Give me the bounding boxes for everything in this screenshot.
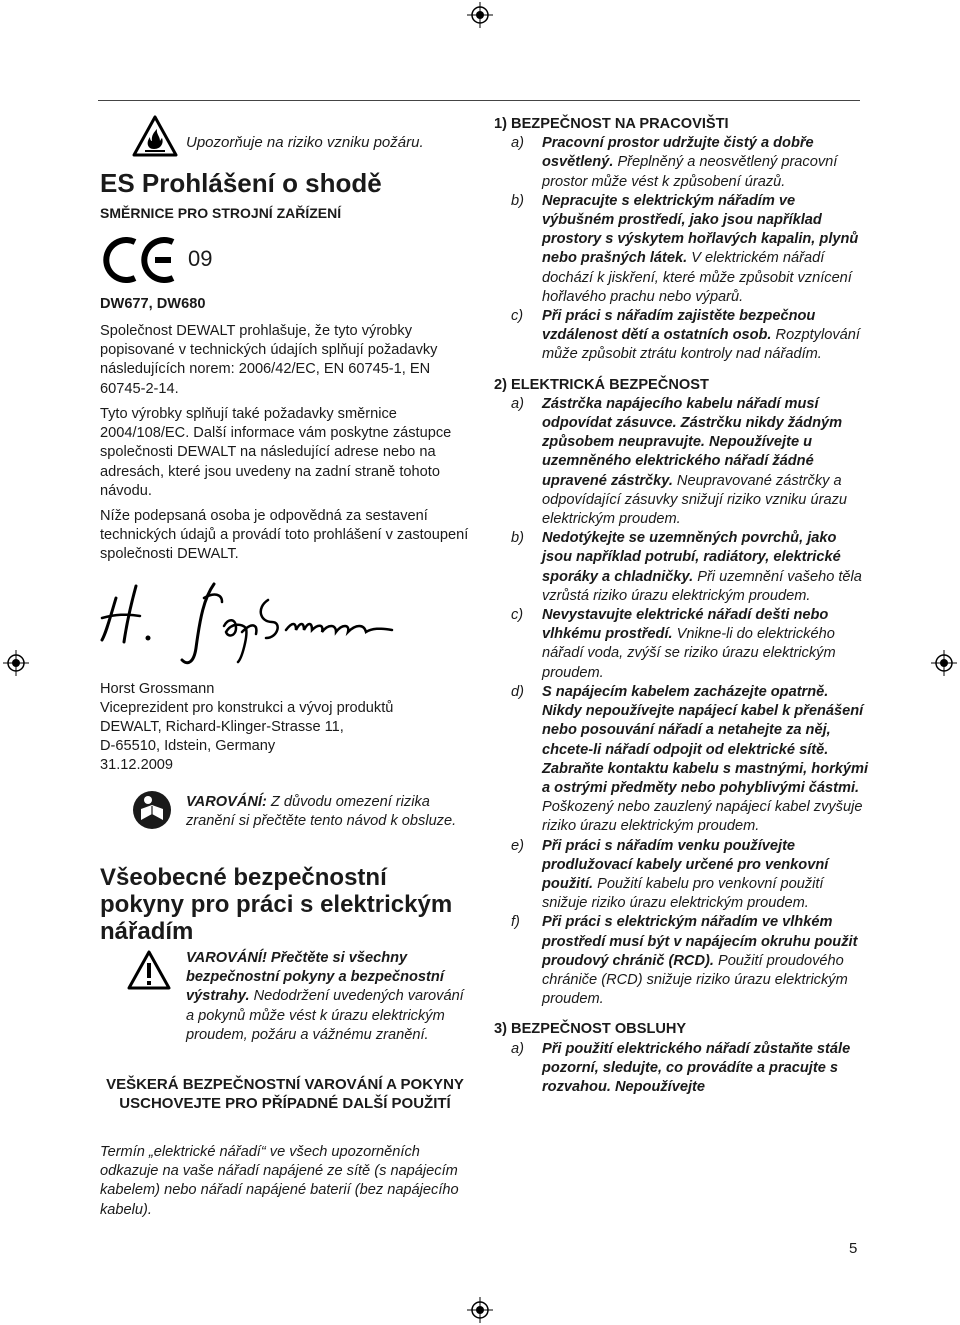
general-warning-text: Nedodržení uvedených varování a pokynů může vést k úrazu elektrickým proudem, požáru a vážnému zranění. (186, 988, 464, 1043)
declaration-paragraph: Společnost DEWALT prohlašuje, že tyto výrobky popisované v technických údajích splňují požadavky následujících norem: 2006/42/EC, EN 60745-1, EN 60745-2-14. (100, 323, 438, 397)
safety-item (494, 529, 869, 606)
ce-mark-icon (103, 236, 179, 284)
page-title: ES Prohlášení o shodě (100, 168, 382, 198)
item-instruction: Při práci s elektrickým nářadím ve vlhkém prostředí musí být v napájecím okruhu použit proudový chránič (RCD). (542, 914, 858, 969)
emc-paragraph: Tyto výrobky splňují také požadavky směrnice 2004/108/EC. Další informace vám poskytne zástupce společnosti DEWALT na následující adrese nebo na adresách, které jsou uvedeny na zadní straně tohoto návodu. (100, 406, 452, 499)
item-label: e) (511, 837, 524, 854)
signer-address-1: DEWALT, Richard-Klinger-Strasse 11, (100, 719, 344, 735)
fire-warning-icon (132, 115, 178, 157)
registration-mark-icon (3, 650, 29, 676)
item-instruction: Při práci s nářadím venku používejte prodlužovací kabely určené pro venkovní použití. (542, 837, 829, 892)
item-instruction: Pracovní prostor udržujte čistý a dobře osvětlený. (542, 135, 814, 171)
safety-item (494, 837, 869, 914)
item-instruction: Nedotýkejte se uzemněných povrchů, jako jsou například potrubí, radiátory, elektrické sporáky a chladničky. (542, 530, 841, 585)
item-label: b) (511, 530, 524, 547)
item-explanation: Poškozený nebo zauzlený napájecí kabel zvyšuje riziko úrazu elektrickým proudem. (542, 799, 863, 835)
models: DW677, DW680 (100, 296, 206, 312)
safety-item (494, 913, 869, 1009)
safety-heading: Všeobecné bezpečnostní pokyny pro práci s elektrickým nářadím (100, 864, 453, 945)
item-explanation: V elektrickém nářadí dochází k jiskření, které může způsobit vznícení hořlavého prachu nebo výparů. (542, 250, 852, 305)
safety-item (494, 1040, 869, 1098)
item-instruction: S napájecím kabelem zacházejte opatrně. Nikdy nepoužívejte napájecí kabel k přenášení nebo posouvání nářadí a netahejte za něj, chcete-li nářadí odpojit od elektrické sítě. Zabraňte kontaktu kabelu s mastnými, horkými a ostrými předměty nebo pohyblivými částmi. (542, 683, 869, 796)
item-explanation: Při uzemnění vašeho těla vzrůstá riziko úrazu elektrickým proudem. (542, 568, 862, 604)
section-personal-title: 3) BEZPEČNOST OBSLUHY (494, 1021, 687, 1038)
item-explanation: Použití kabelu pro venkovní použití snižuje riziko úrazu elektrickým proudem. (542, 875, 824, 912)
item-instruction: Nevystavujte elektrické nářadí dešti nebo vlhkému prostředí. (542, 607, 829, 643)
registration-mark-icon (467, 2, 493, 28)
safety-item (494, 395, 869, 529)
item-label: b) (511, 192, 524, 209)
section-work-area-list (494, 134, 869, 364)
item-explanation: Vnikne-li do elektrického nářadí voda, zvýší se riziko úrazu elektrickým proudem. (542, 626, 836, 681)
general-warning (186, 949, 471, 1045)
keep-instructions-heading: VEŠKERÁ BEZPEČNOSTNÍ VAROVÁNÍ A POKYNY USCHOVEJTE PRO PŘÍPADNÉ DALŠÍ POUŽITÍ (106, 1076, 464, 1113)
section-personal-list (494, 1040, 869, 1098)
header-rule (98, 100, 860, 101)
item-explanation: Neupravované zástrčky a odpovídající zásuvky snižují riziko vzniku úrazu elektrickým proudem. (542, 472, 847, 528)
item-instruction: Nepracujte s elektrickým nářadím ve výbušném prostředí, jako jsou například prostory s výskytem hořlavých kapalin, plynů nebo prašných látek. (542, 192, 859, 267)
ce-number: 09 (188, 246, 213, 271)
item-label: d) (511, 683, 524, 700)
responsible-person-paragraph: Níže podepsaná osoba je odpovědná za sestavení technických údajů a provádí toto prohlášení v zastoupení společnosti DEWALT. (100, 508, 469, 563)
section-work-area-title: 1) BEZPEČNOST NA PRACOVIŠTI (494, 116, 729, 132)
safety-item (494, 307, 869, 365)
section-electrical-list (494, 395, 869, 1010)
item-instruction: Při použití elektrického nářadí zůstaňte stále pozorní, sledujte, co provádíte a pracujte s rozvahou. Nepoužívejte (542, 1040, 851, 1095)
safety-item (494, 606, 869, 683)
right-column (494, 115, 869, 1097)
item-explanation: Použití proudového chrániče (RCD) snižuje riziko úrazu elektrickým proudem. (542, 952, 848, 1008)
safety-item (494, 192, 869, 307)
signer-name: Horst Grossmann (100, 681, 215, 697)
safety-item (494, 683, 869, 837)
item-instruction: Při práci s nářadím zajistěte bezpečnou vzdálenost dětí a ostatních osob. (542, 308, 816, 344)
warning-triangle-icon (127, 950, 171, 990)
item-explanation: Přeplněný a neosvětlený pracovní prostor může vést k způsobení úrazů. (542, 154, 838, 190)
fire-warning-text: Upozorňuje na riziko vzniku požáru. (186, 134, 424, 151)
signature-image (96, 578, 396, 668)
directive-subtitle: SMĚRNICE PRO STROJNÍ ZAŘÍZENÍ (100, 205, 342, 221)
item-label: c) (511, 607, 524, 624)
registration-mark-icon (467, 1297, 493, 1323)
read-manual-icon (132, 790, 172, 830)
signer-title: Viceprezident pro konstrukci a vývoj produktů (100, 700, 394, 716)
term-definition: Termín „elektrické nářadí“ ve všech upozorněních odkazuje na vaše nářadí napájené ze sítě (s napájecím kabelem) nebo nářadí napájené baterií (bez napájecího kabelu). (100, 1144, 459, 1218)
signer-address-2: D-65510, Idstein, Germany (100, 738, 276, 754)
item-instruction: Zástrčka napájecího kabelu nářadí musí odpovídat zásuvce. Zástrčku nikdy žádným způsobem neupravujte. Nepoužívejte u uzemněného elektrického nářadí žádné upravené zástrčky. (542, 395, 843, 489)
page-number: 5 (849, 1240, 858, 1257)
warning-text: Z důvodu omezení rizika zranění si přečtěte tento návod k obsluze. (186, 794, 457, 830)
item-label: a) (511, 395, 524, 412)
warning-label: VAROVÁNÍ: (186, 794, 267, 810)
item-explanation: Rozptylování může způsobit ztrátu kontroly nad nářadím. (542, 327, 860, 363)
safety-item (494, 134, 869, 192)
registration-mark-icon (931, 650, 957, 676)
general-warning-bold: VAROVÁNÍ! Přečtěte si všechny bezpečnostní pokyny a bezpečnostní výstrahy. (186, 950, 444, 1005)
item-label: a) (511, 135, 524, 152)
section-electrical-title: 2) ELEKTRICKÁ BEZPEČNOST (494, 376, 709, 393)
item-label: a) (511, 1040, 524, 1057)
item-label: f) (511, 914, 520, 931)
warning-read-manual (186, 793, 476, 831)
signer-date: 31.12.2009 (100, 757, 174, 773)
item-label: c) (511, 308, 524, 325)
